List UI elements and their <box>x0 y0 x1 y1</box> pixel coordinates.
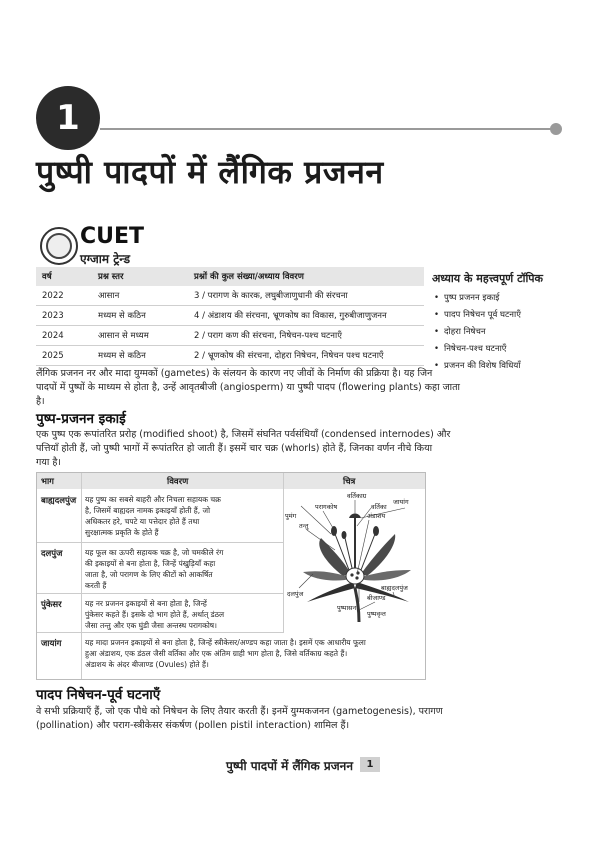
anther-shape <box>331 526 337 536</box>
cell-level: मध्यम से कठिन <box>92 346 188 366</box>
intro-line: पादपों में पुष्पों के माध्यम से होता है, उन्हें आवृतबीजी (angiosperm) या पुष्पी पादप (flowering plants) कहा जाता <box>36 382 460 393</box>
label-ovule: बीजाण्ड <box>367 594 386 602</box>
page-number: 1 <box>366 759 374 770</box>
label-stigma: वर्तिकाग्र <box>347 492 367 500</box>
ovule-dot <box>350 573 353 576</box>
chapter-number: 1 <box>56 98 80 138</box>
section-heading-flower-unit: पुष्प-प्रजनन इकाई <box>36 411 126 427</box>
chapter-number-badge <box>36 86 100 150</box>
intro-paragraph <box>36 367 460 409</box>
description-line: हुआ अंडाशय, एक डंठल जैसी वर्तिका और एक अंतिम ग्राही भाग होता है, जिसे वर्तिकाग्र कहते हैं। <box>85 649 348 658</box>
paragraph-line: वे सभी प्रक्रियाएँ हैं, जो एक पौधे को निषेचन के लिए तैयार करती हैं। इनमें युग्मकजनन (gametogenesis), परागण <box>36 706 443 717</box>
table-row <box>37 594 283 633</box>
label-filament: तन्तु <box>299 522 309 530</box>
cell-level: आसान <box>92 286 188 306</box>
header-detail: प्रश्नों की कुल संख्या/अध्याय विवरण <box>188 267 424 286</box>
description-line: करती हैं <box>85 581 107 590</box>
list-item: • पुष्प प्रजनन इकाई <box>434 292 582 303</box>
description-line: यह नर प्रजनन इकाइयों से बना होता है, जिन्हें <box>85 599 207 608</box>
label-gynoecium: जायांग <box>393 498 409 506</box>
label-anther: परागकोष <box>315 503 338 511</box>
page-number-badge <box>360 757 380 772</box>
flower-unit-paragraph <box>36 428 450 470</box>
list-item: • प्रजनन की विशेष विधियाँ <box>434 360 582 371</box>
part-name: बाह्यदलपुंज <box>41 496 77 506</box>
label-thalamus: पुष्पासन <box>337 604 357 612</box>
cell-year: 2023 <box>36 306 92 326</box>
cell-year: 2024 <box>36 326 92 346</box>
cell-level: मध्यम से कठिन <box>92 306 188 326</box>
description-line: सुरक्षात्मक प्रकृति के होते हैं <box>85 528 159 537</box>
cuet-title: CUET <box>80 224 145 249</box>
paragraph-line: गया है। <box>36 457 61 468</box>
cell-year: 2025 <box>36 346 92 366</box>
part-description <box>85 598 277 631</box>
chapter-divider-dot <box>550 123 562 135</box>
footer-title: पुष्पी पादपों में लैंगिक प्रजनन <box>226 759 353 773</box>
intro-line: लैंगिक प्रजनन नर और मादा युग्मकों (gametes) के संलयन के कारण नए जीवों के निर्माण की प्रक्रिया है। यह जिन <box>36 368 433 379</box>
label-pedicel: पुष्पवृन्त <box>367 610 386 618</box>
part-description <box>85 637 419 670</box>
table-header-row <box>37 473 425 489</box>
section-heading-pre-fertilisation: पादप निषेचन-पूर्व घटनाएँ <box>36 687 161 703</box>
paragraph-line: पत्तियाँ होती हैं, जो पुष्पी भागों में रूपांतरित हो जाती हैं। इसमें चार चक्र (whorls) होते हैं, जिनका वर्णन नीचे किया <box>36 443 433 454</box>
description-line: यह पुष्प का सबसे बाहरी और निचला सहायक चक्र <box>85 495 221 504</box>
description-line: जैसा तन्तु और एक घुंडी जैसा अन्तस्थ परागकोष। <box>85 621 217 630</box>
pre-fertilisation-paragraph <box>36 705 443 733</box>
description-line: की इकाइयों से बना होता है, जिन्हें पंखुड़ियाँ कहा <box>85 559 216 568</box>
cell-detail: 2 / पराग कण की संरचना, निषेचन-पश्च घटनाएँ <box>188 326 424 346</box>
label-ovary: अंडाशय <box>367 512 386 520</box>
description-line: अधिकतर हरे, चपटे या पत्तेदार होते हैं तथा <box>85 517 200 526</box>
header-description: विवरण <box>167 477 189 487</box>
label-androecium: पुमंग <box>285 512 297 520</box>
intro-line: है। <box>36 396 45 407</box>
description-line: पुंकेसर कहते हैं। इसके दो भाग होते हैं, अर्थात् डंठल <box>85 610 225 619</box>
part-name: जायांग <box>41 639 62 649</box>
list-item: • दोहरा निषेचन <box>434 326 582 337</box>
description-line: यह मादा प्रजनन इकाइयों से बना होता है, जिन्हें स्त्रीकेसर/अण्डप कहा जाता है। इसमें एक आधारीय फूला <box>85 638 366 647</box>
table-row <box>36 326 424 346</box>
table-row <box>36 306 424 326</box>
list-item: • पादप निषेचन पूर्व घटनाएँ <box>434 309 582 320</box>
exam-trend-table <box>36 267 424 366</box>
header-year: वर्ष <box>36 267 92 286</box>
anther-shape <box>373 526 379 536</box>
header-part: भाग <box>41 477 54 487</box>
table-row <box>36 286 424 306</box>
topics-heading: अध्याय के महत्त्वपूर्ण टॉपिक <box>432 272 544 285</box>
table-row <box>37 490 283 543</box>
part-description <box>85 547 277 591</box>
sepal-left-shape <box>307 582 355 602</box>
cuet-subtitle: एग्जाम ट्रेन्ड <box>80 252 131 266</box>
topics-list <box>432 292 582 371</box>
label-calyx: बाह्यदलपुंज <box>381 584 408 592</box>
table-row <box>37 543 283 594</box>
ovary-shape <box>346 568 364 584</box>
part-name: पुंकेसर <box>41 600 62 610</box>
paragraph-line: एक पुष्प एक रूपांतरित प्ररोह (modified shoot) है, जिसमें संघनित पर्वसंधियाँ (condensed internodes) और <box>36 429 451 440</box>
paragraph-line: (pollination) और पराग-स्त्रीकेसर संकर्षण (pollen pistil interaction) शामिल हैं। <box>36 720 350 731</box>
table-header-row <box>36 267 424 286</box>
important-topics-box <box>432 271 582 377</box>
label-style: वर्तिका <box>371 503 387 511</box>
label-corolla: दलपुंज <box>287 590 304 598</box>
flower-parts-table <box>36 472 426 680</box>
part-description <box>85 494 277 538</box>
header-level: प्रश्न स्तर <box>92 267 188 286</box>
anther-shape <box>342 531 347 539</box>
chapter-divider-line <box>100 128 554 130</box>
chapter-title: पुष्पी पादपों में लैंगिक प्रजनन <box>36 153 384 191</box>
cell-detail: 3 / परागण के कारक, लघुबीजाणुधानी की संरचना <box>188 286 424 306</box>
list-item: • निषेचन-पश्च घटनाएँ <box>434 343 582 354</box>
petal-right-shape <box>361 534 395 576</box>
cuet-emblem-icon <box>40 227 78 265</box>
ovule-dot <box>356 571 359 574</box>
header-figure: चित्र <box>343 477 356 487</box>
cell-detail: 4 / अंडाशय की संरचना, भ्रूणकोष का विकास, गुरुबीजाणुजनन <box>188 306 424 326</box>
description-line: अंडाशय के अंदर बीजाण्ड (Ovules) होते हैं। <box>85 660 209 669</box>
cell-detail: 2 / भ्रूणकोष की संरचना, दोहरा निषेचन, निषेचन पश्च घटनाएँ <box>188 346 424 366</box>
part-name: दलपुंज <box>41 549 63 559</box>
ovule-dot <box>355 576 358 579</box>
cell-level: आसान से मध्यम <box>92 326 188 346</box>
table-row <box>36 346 424 366</box>
description-line: जाता है, जो परागण के लिए कीटों को आकर्षित <box>85 570 213 579</box>
description-line: है, जिसमें बाह्यदल नामक इकाइयाँ होती हैं, जो <box>85 506 211 515</box>
cell-year: 2022 <box>36 286 92 306</box>
stigma-shape <box>349 514 361 519</box>
column-divider <box>283 473 284 633</box>
description-line: यह फूल का ऊपरी सहायक चक्र है, जो चमकीले रंग <box>85 548 224 557</box>
flower-diagram <box>285 490 425 632</box>
